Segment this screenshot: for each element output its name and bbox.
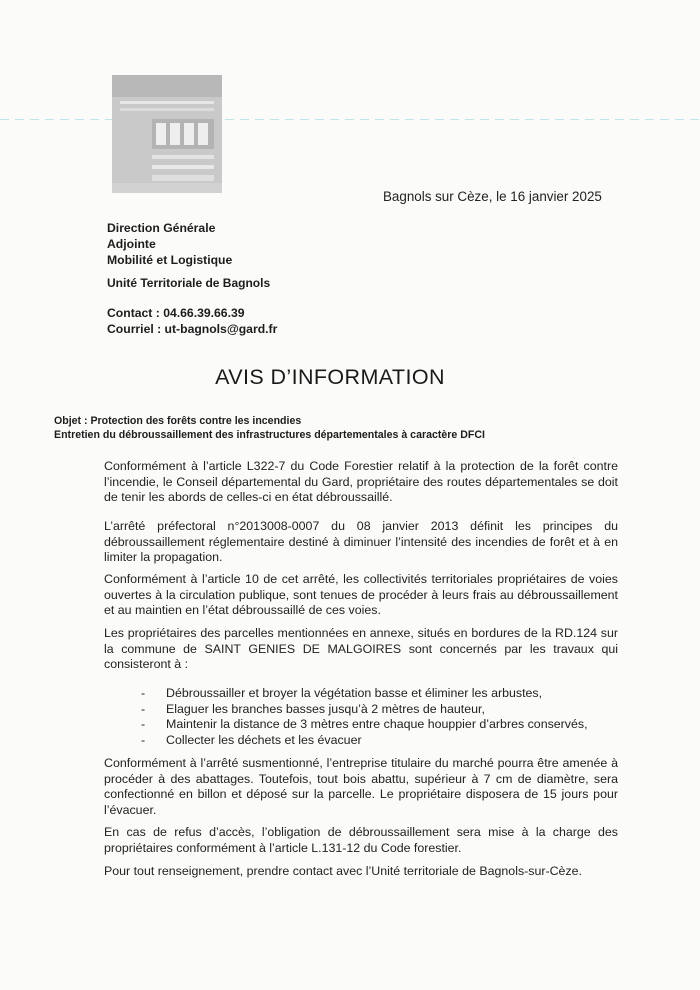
- list-item-text: Collecter les déchets et les évacuer: [166, 732, 362, 747]
- paragraph-text: Les propriétaires des parcelles mentionnées en annexe, situés en bordures de la RD.124 sur la commune de SAINT GENIES DE MALGOIRES sont concernés par les travaux qui consisteront à :: [104, 626, 618, 671]
- paragraph-2: [104, 519, 618, 566]
- paragraph-text: Conformément à l’arrêté susmentionné, l’entreprise titulaire du marché pourra être amenée à procéder à des abattages. Toutefois, tout bois abattu, supérieur à 7 cm de diamètre, sera confectionné en billon et déposé sur la parcelle. Le propriétaire disposera de 15 jours pour l’évacuer.: [104, 756, 618, 817]
- subject-line-2: Entretien du débroussaillement des infrastructures départementales à caractère DFCI: [54, 429, 485, 441]
- unit-name: Unité Territoriale de Bagnols: [107, 276, 271, 290]
- contact-phone: Contact : 04.66.39.66.39: [107, 306, 245, 320]
- paragraph-1: [104, 459, 618, 506]
- gard-logo: [112, 75, 222, 193]
- department-line-1: Direction Générale: [107, 221, 216, 235]
- list-item-text: Débroussailler et broyer la végétation basse et éliminer les arbustes,: [166, 686, 543, 700]
- document-title: AVIS D’INFORMATION: [215, 365, 445, 389]
- paragraph-text: Pour tout renseignement, prendre contact avec l’Unité territoriale de Bagnols-sur-Cèze.: [104, 864, 582, 878]
- paragraph-7: [104, 864, 618, 880]
- bullet-marker: -: [141, 686, 146, 700]
- paragraph-4: [104, 626, 618, 673]
- list-item: [141, 732, 588, 749]
- date-line: Bagnols sur Cèze, le 16 janvier 2025: [383, 189, 602, 204]
- paragraph-text: Conformément à l’article L322-7 du Code Forestier relatif à la protection de la forêt contre l’incendie, le Conseil départemental du Gard, propriétaire des routes départementales se doit de tenir les abords de celles-ci en état débroussaillé.: [104, 459, 618, 504]
- contact-block: [107, 305, 277, 337]
- subject-block: [54, 414, 485, 442]
- list-item: [141, 701, 588, 718]
- subject-line-1: Objet : Protection des forêts contre les incendies: [54, 415, 302, 427]
- works-list: [141, 686, 588, 748]
- bullet-marker: -: [141, 732, 146, 747]
- paragraph-5: [104, 756, 618, 818]
- list-item-text: Elaguer les branches basses jusqu’à 2 mètres de hauteur,: [166, 701, 485, 716]
- paragraph-3: [104, 572, 618, 619]
- paragraph-6: [104, 825, 618, 856]
- paragraph-text: En cas de refus d’accès, l’obligation de débroussaillement sera mise à la charge des propriétaires conformément à l’article L.131-12 du Code forestier.: [104, 825, 618, 855]
- department-line-3: Mobilité et Logistique: [107, 253, 233, 267]
- list-item: [141, 686, 588, 702]
- paragraph-text: Conformément à l’article 10 de cet arrêté, les collectivités territoriales propriétaires de voies ouvertes à la circulation publique, sont tenues de procéder à leurs frais au débroussaillement et au maintien en l’état débroussaillé de ces voies.: [104, 572, 618, 617]
- scan-line-artifact: [0, 119, 700, 120]
- department-block: [107, 220, 232, 268]
- list-item-text: Maintenir la distance de 3 mètres entre chaque houppier d’arbres conservés,: [166, 717, 588, 731]
- contact-email: Courriel : ut-bagnols@gard.fr: [107, 322, 278, 336]
- bullet-marker: -: [141, 717, 146, 731]
- paragraph-text: L’arrêté préfectoral n°2013008-0007 du 08 janvier 2013 définit les principes du débroussaillement réglementaire destiné à diminuer l’intensité des incendies de forêt et à en limiter la propagation.: [104, 519, 618, 564]
- bullet-marker: -: [141, 701, 146, 716]
- department-line-2: Adjointe: [107, 237, 156, 251]
- list-item: [141, 717, 588, 733]
